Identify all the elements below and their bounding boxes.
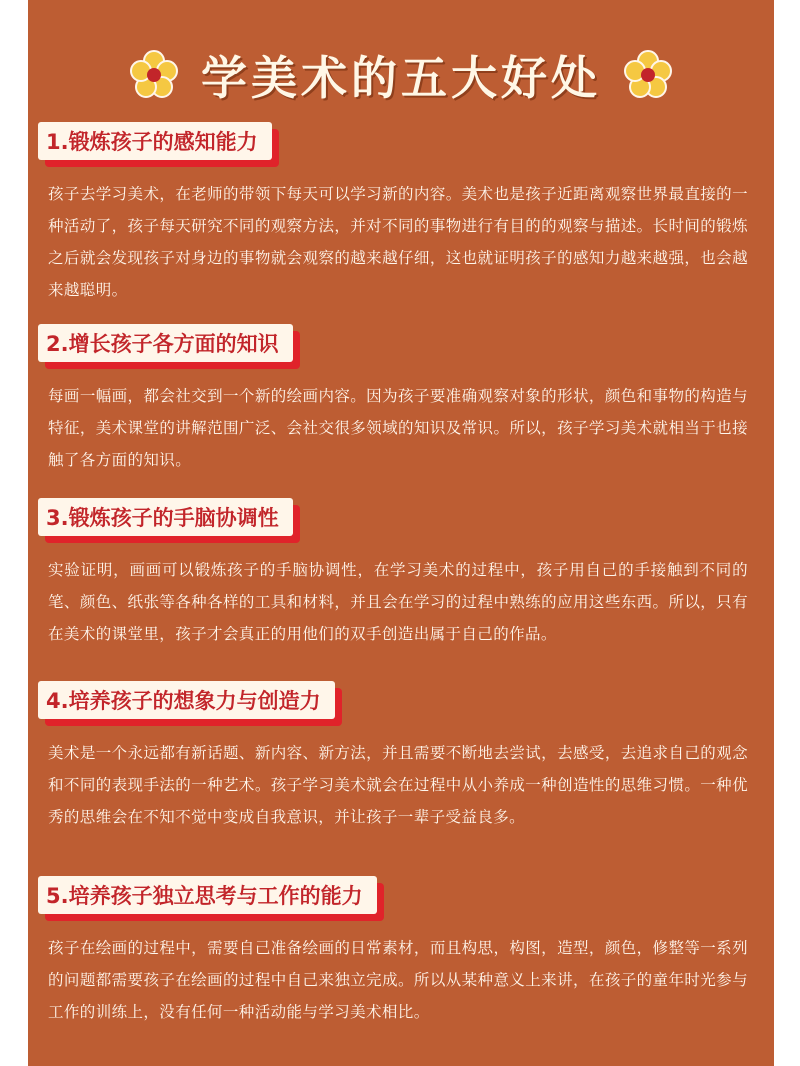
section-heading-tag — [38, 122, 272, 160]
section-heading-tag — [38, 681, 335, 719]
poster — [28, 0, 774, 1066]
section-body: 孩子去学习美术，在老师的带领下每天可以学习新的内容。美术也是孩子近距离观察世界最直接的一种活动了，孩子每天研究不同的观察方法，并对不同的事物进行有目的的观察与描述。长时间的锻炼之后就会发现孩子对身边的事物就会观察的越来越仔细，这也就证明孩子的感知力越来越强，也会越来越聪明。 — [48, 185, 748, 299]
page-title: 学美术的五大好处 — [201, 51, 601, 105]
title-row — [28, 40, 774, 110]
flower-icon — [127, 48, 181, 102]
section-heading: 3.锻炼孩子的手脑协调性 — [38, 498, 293, 536]
section-body: 每画一幅画，都会社交到一个新的绘画内容。因为孩子要准确观察对象的形状，颜色和事物的构造与特征，美术课堂的讲解范围广泛、会社交很多领域的知识及常识。所以，孩子学习美术就相当于也接触了各方面的知识。 — [48, 387, 748, 469]
section-heading: 2.增长孩子各方面的知识 — [38, 324, 293, 362]
section-heading: 5.培养孩子独立思考与工作的能力 — [38, 876, 377, 914]
section-body: 孩子在绘画的过程中，需要自己准备绘画的日常素材，而且构思，构图，造型，颜色，修整等一系列的问题都需要孩子在绘画的过程中自己来独立完成。所以从某种意义上来讲，在孩子的童年时光参与工作的训练上，没有任何一种活动能与学习美术相比。 — [48, 939, 748, 1021]
section-2 — [28, 324, 774, 476]
section-heading: 1.锻炼孩子的感知能力 — [38, 122, 272, 160]
section-heading: 4.培养孩子的想象力与创造力 — [38, 681, 335, 719]
section-body: 实验证明，画画可以锻炼孩子的手脑协调性，在学习美术的过程中，孩子用自己的手接触到不同的笔、颜色、纸张等各种各样的工具和材料，并且会在学习的过程中熟练的应用这些东西。所以，只有在美术的课堂里，孩子才会真正的用他们的双手创造出属于自己的作品。 — [48, 561, 748, 643]
section-heading-tag — [38, 498, 293, 536]
section-heading-tag — [38, 876, 377, 914]
section-4 — [28, 681, 774, 833]
section-3 — [28, 498, 774, 650]
section-5 — [28, 876, 774, 1028]
section-1 — [28, 122, 774, 306]
section-heading-tag — [38, 324, 293, 362]
section-body: 美术是一个永远都有新话题、新内容、新方法，并且需要不断地去尝试，去感受，去追求自己的观念和不同的表现手法的一种艺术。孩子学习美术就会在过程中从小养成一种创造性的思维习惯。一种优秀的思维会在不知不觉中变成自我意识，并让孩子一辈子受益良多。 — [48, 744, 748, 826]
flower-icon — [621, 48, 675, 102]
